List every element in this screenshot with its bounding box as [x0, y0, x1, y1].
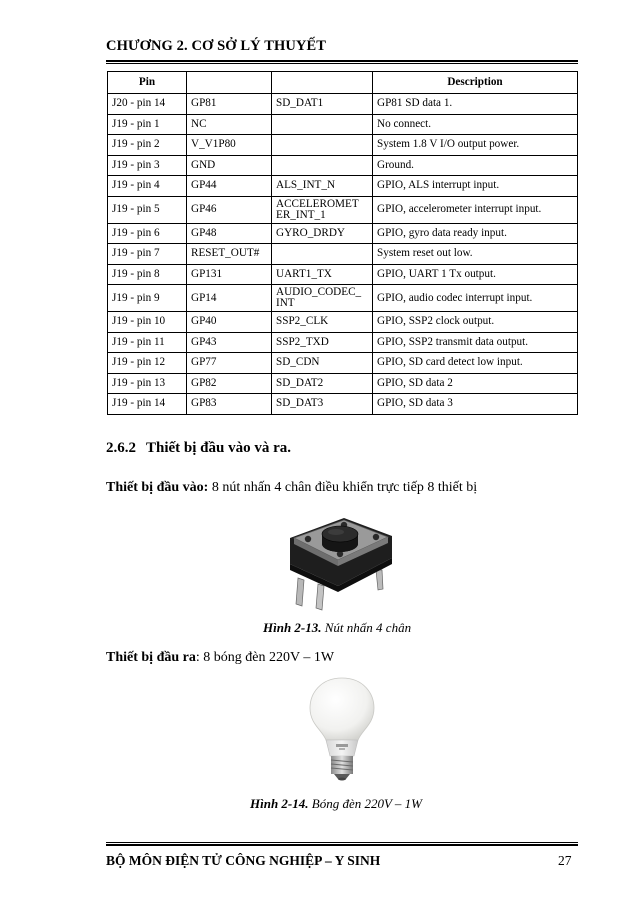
- gpio-cell: GP83: [187, 394, 272, 415]
- description-cell: GPIO, ALS interrupt input.: [373, 176, 578, 197]
- pin-cell: J19 - pin 6: [108, 223, 187, 244]
- pin-cell: J19 - pin 14: [108, 394, 187, 415]
- gpio-cell: GP43: [187, 332, 272, 353]
- page-number: 27: [558, 853, 572, 868]
- table-row: [108, 373, 578, 394]
- table-row: [108, 394, 578, 415]
- description-cell: GPIO, audio codec interrupt input.: [373, 285, 578, 312]
- table-header-blank: [272, 72, 373, 94]
- pin-cell: J19 - pin 4: [108, 176, 187, 197]
- description-cell: GPIO, gyro data ready input.: [373, 223, 578, 244]
- signal-cell: UART1_TX: [272, 264, 373, 285]
- table-row: [108, 264, 578, 285]
- gpio-cell: GP82: [187, 373, 272, 394]
- output-device-label: Thiết bị đầu ra: [106, 650, 196, 665]
- description-cell: System reset out low.: [373, 244, 578, 265]
- table-row: [108, 285, 578, 312]
- pin-cell: J19 - pin 3: [108, 155, 187, 176]
- table-header-pin: Pin: [108, 72, 187, 94]
- pin-cell: J19 - pin 8: [108, 264, 187, 285]
- signal-cell: [272, 135, 373, 156]
- description-cell: GPIO, SSP2 clock output.: [373, 312, 578, 333]
- gpio-cell: GP77: [187, 353, 272, 374]
- gpio-cell: V_V1P80: [187, 135, 272, 156]
- table-row: [108, 312, 578, 333]
- figure-text-1: Nút nhấn 4 chân: [321, 620, 412, 635]
- header-title: CHƯƠNG 2. CƠ SỞ LÝ THUYẾT: [106, 38, 327, 54]
- pin-cell: J19 - pin 10: [108, 312, 187, 333]
- pin-cell: J19 - pin 7: [108, 244, 187, 265]
- signal-cell: SSP2_CLK: [272, 312, 373, 333]
- pin-cell: J19 - pin 9: [108, 285, 187, 312]
- description-cell: GPIO, UART 1 Tx output.: [373, 264, 578, 285]
- signal-cell: SD_DAT2: [272, 373, 373, 394]
- gpio-cell: RESET_OUT#: [187, 244, 272, 265]
- light-bulb-image: [306, 674, 378, 782]
- pin-cell: J19 - pin 12: [108, 353, 187, 374]
- description-cell: Ground.: [373, 155, 578, 176]
- description-cell: GPIO, SD data 3: [373, 394, 578, 415]
- signal-cell: [272, 244, 373, 265]
- description-cell: System 1.8 V I/O output power.: [373, 135, 578, 156]
- output-device-text: : 8 bóng đèn 220V – 1W: [195, 650, 335, 665]
- table-row: [108, 332, 578, 353]
- description-cell: GP81 SD data 1.: [373, 94, 578, 115]
- push-button-image: [282, 508, 398, 612]
- pin-table: [107, 71, 578, 415]
- header-rule: [106, 60, 578, 64]
- table-row: [108, 223, 578, 244]
- table-row: [108, 176, 578, 197]
- signal-cell: [272, 114, 373, 135]
- table-header-row: [108, 72, 578, 94]
- gpio-cell: GND: [187, 155, 272, 176]
- figure-caption-1: [263, 620, 411, 636]
- output-device-paragraph: [106, 650, 334, 666]
- footer-rule: [106, 842, 578, 846]
- table-row: [108, 244, 578, 265]
- table-row: [108, 353, 578, 374]
- input-device-paragraph: [106, 480, 477, 496]
- table-body: [108, 94, 578, 415]
- gpio-cell: GP14: [187, 285, 272, 312]
- gpio-cell: NC: [187, 114, 272, 135]
- description-cell: No connect.: [373, 114, 578, 135]
- section-title: Thiết bị đầu vào và ra.: [146, 440, 292, 456]
- figure-label-1: Hình 2-13.: [263, 620, 322, 635]
- gpio-cell: GP131: [187, 264, 272, 285]
- footer-department: BỘ MÔN ĐIỆN TỬ CÔNG NGHIỆP – Y SINH: [106, 853, 381, 868]
- pin-cell: J19 - pin 5: [108, 196, 187, 223]
- gpio-cell: GP46: [187, 196, 272, 223]
- table-row: [108, 155, 578, 176]
- description-cell: GPIO, SD data 2: [373, 373, 578, 394]
- figure-text-2: Bóng đèn 220V – 1W: [308, 796, 423, 811]
- signal-cell: ALS_INT_N: [272, 176, 373, 197]
- description-cell: GPIO, accelerometer interrupt input.: [373, 196, 578, 223]
- gpio-cell: GP40: [187, 312, 272, 333]
- signal-cell: SSP2_TXD: [272, 332, 373, 353]
- pin-cell: J20 - pin 14: [108, 94, 187, 115]
- section-number: 2.6.2: [106, 440, 136, 456]
- figure-caption-2: [250, 796, 422, 812]
- signal-cell: [272, 155, 373, 176]
- pin-cell: J19 - pin 2: [108, 135, 187, 156]
- gpio-cell: GP44: [187, 176, 272, 197]
- pin-cell: J19 - pin 11: [108, 332, 187, 353]
- table-row: [108, 94, 578, 115]
- signal-cell: SD_DAT3: [272, 394, 373, 415]
- signal-cell: ACCELEROMET ER_INT_1: [272, 196, 373, 223]
- signal-cell: SD_CDN: [272, 353, 373, 374]
- pin-cell: J19 - pin 1: [108, 114, 187, 135]
- section-heading: [106, 440, 291, 457]
- input-device-text: 8 nút nhấn 4 chân điều khiển trực tiếp 8 thiết bị: [208, 480, 478, 495]
- figure-label-2: Hình 2-14.: [250, 796, 309, 811]
- signal-cell: SD_DAT1: [272, 94, 373, 115]
- table-header-blank: [187, 72, 272, 94]
- signal-cell: AUDIO_CODEC_ INT: [272, 285, 373, 312]
- table-row: [108, 114, 578, 135]
- table-header-description: Description: [373, 72, 578, 94]
- table-row: [108, 196, 578, 223]
- description-cell: GPIO, SSP2 transmit data output.: [373, 332, 578, 353]
- pin-cell: J19 - pin 13: [108, 373, 187, 394]
- gpio-cell: GP48: [187, 223, 272, 244]
- description-cell: GPIO, SD card detect low input.: [373, 353, 578, 374]
- gpio-cell: GP81: [187, 94, 272, 115]
- signal-cell: GYRO_DRDY: [272, 223, 373, 244]
- table-row: [108, 135, 578, 156]
- input-device-label: Thiết bị đầu vào:: [106, 480, 209, 495]
